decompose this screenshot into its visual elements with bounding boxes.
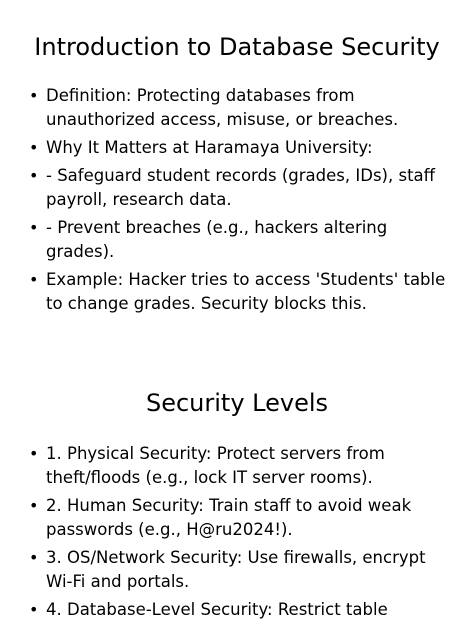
bullet-text: 4. Database-Level Security: Restrict table: [46, 600, 388, 619]
bullet-text: Example: Hacker tries to access 'Students' table to change grades. Security blocks this.: [46, 270, 446, 313]
bullet-text: 1. Physical Security: Protect servers from theft/floods (e.g., lock IT server rooms).: [46, 444, 385, 487]
slide-title: Security Levels: [145, 389, 329, 417]
bullet-list: [0, 84, 474, 316]
bullet-icon: •: [29, 270, 39, 289]
bullet-item: [29, 268, 448, 316]
bullet-item: [29, 442, 448, 490]
bullet-text: 3. OS/Network Security: Use firewalls, encrypt Wi-Fi and portals.: [46, 548, 426, 591]
bullet-icon: •: [29, 166, 39, 185]
bullet-icon: •: [29, 548, 39, 567]
bullet-icon: •: [29, 218, 39, 237]
bullet-item: [29, 598, 448, 622]
bullet-icon: •: [29, 600, 39, 619]
bullet-text: - Safeguard student records (grades, IDs), staff payroll, research data.: [46, 166, 436, 209]
bullet-item: [29, 494, 448, 542]
bullet-item: [29, 546, 448, 594]
bullet-text: Why It Matters at Haramaya University:: [46, 138, 373, 157]
bullet-icon: •: [29, 86, 39, 105]
bullet-item: [29, 216, 448, 264]
slide-title: Introduction to Database Security: [34, 33, 440, 61]
bullet-item: [29, 84, 448, 132]
bullet-icon: •: [29, 496, 39, 515]
bullet-text: 2. Human Security: Train staff to avoid weak passwords (e.g., H@ru2024!).: [46, 496, 412, 539]
slide-security-levels: [0, 370, 474, 632]
bullet-icon: •: [29, 138, 39, 157]
bullet-text: Definition: Protecting databases from unauthorized access, misuse, or breaches.: [46, 86, 399, 129]
bullet-list: [0, 442, 474, 622]
bullet-item: [29, 164, 448, 212]
bullet-item: [29, 136, 448, 160]
bullet-text: - Prevent breaches (e.g., hackers altering grades).: [46, 218, 388, 261]
bullet-icon: •: [29, 444, 39, 463]
